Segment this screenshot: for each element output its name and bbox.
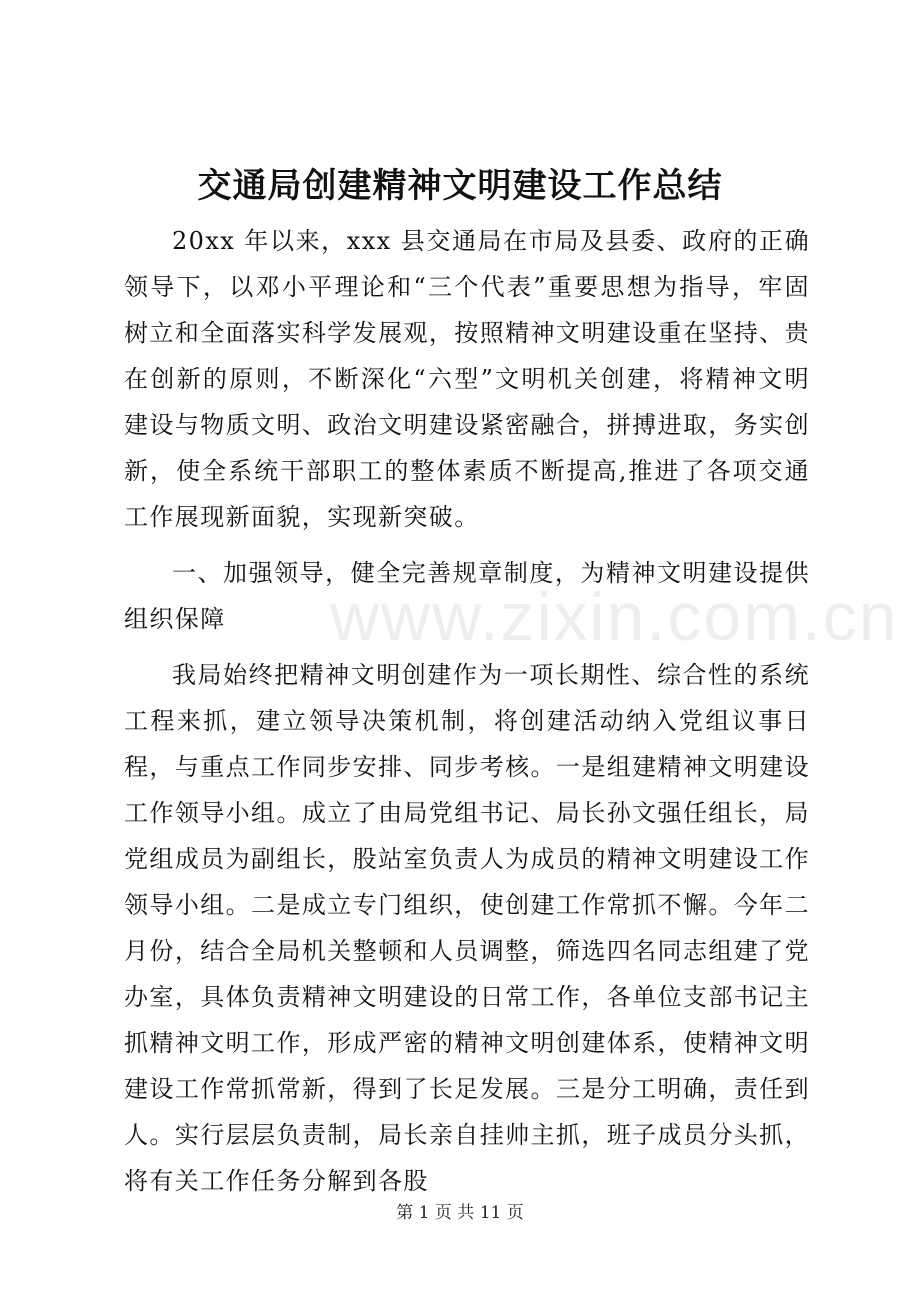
paragraph-intro: 20xx 年以来，xxx 县交通局在市局及县委、政府的正确领导下，以邓小平理论和“三个代表”重要思想为指导，牢固树立和全面落实科学发展观，按照精神文明建设重在坚持、贵在创新的原则，不断深化“六型”文明机关创建，将精神文明建设与物质文明、政治文明建设紧密融合，拼搏进取，务实创新，使全系统干部职工的整体素质不断提高,推进了各项交通工作展现新面貌，实现新突破。 [124, 227, 810, 531]
watermark: www.zixin.com.cn [330, 579, 899, 655]
document-body [124, 218, 810, 1204]
paragraph-section-heading: 一、加强领导，健全完善规章制度，为精神文明建设提供组织保障 [124, 559, 810, 633]
document-title: 交通局创建精神文明建设工作总结 [197, 166, 723, 206]
page-number: 第 1 页 共 11 页 [396, 1203, 524, 1223]
paragraph-section-body: 我局始终把精神文明创建作为一项长期性、综合性的系统工程来抓，建立领导决策机制，将创建活动纳入党组议事日程，与重点工作同步安排、同步考核。一是组建精神文明建设工作领导小组。成立了由局党组书记、局长孙文强任组长，局党组成员为副组长，股站室负责人为成员的精神文明建设工作领导小组。二是成立专门组织，使创建工作常抓不懈。今年二月份，结合全局机关整顿和人员调整，筛选四名同志组建了党办室，具体负责精神文明建设的日常工作，各单位支部书记主抓精神文明工作，形成严密的精神文明创建体系，使精神文明建设工作常抓常新，得到了长足发展。三是分工明确，责任到人。实行层层负责制，局长亲自挂帅主抓，班子成员分头抓，将有关工作任务分解到各股 [124, 661, 810, 1195]
page-footer [0, 1198, 920, 1223]
